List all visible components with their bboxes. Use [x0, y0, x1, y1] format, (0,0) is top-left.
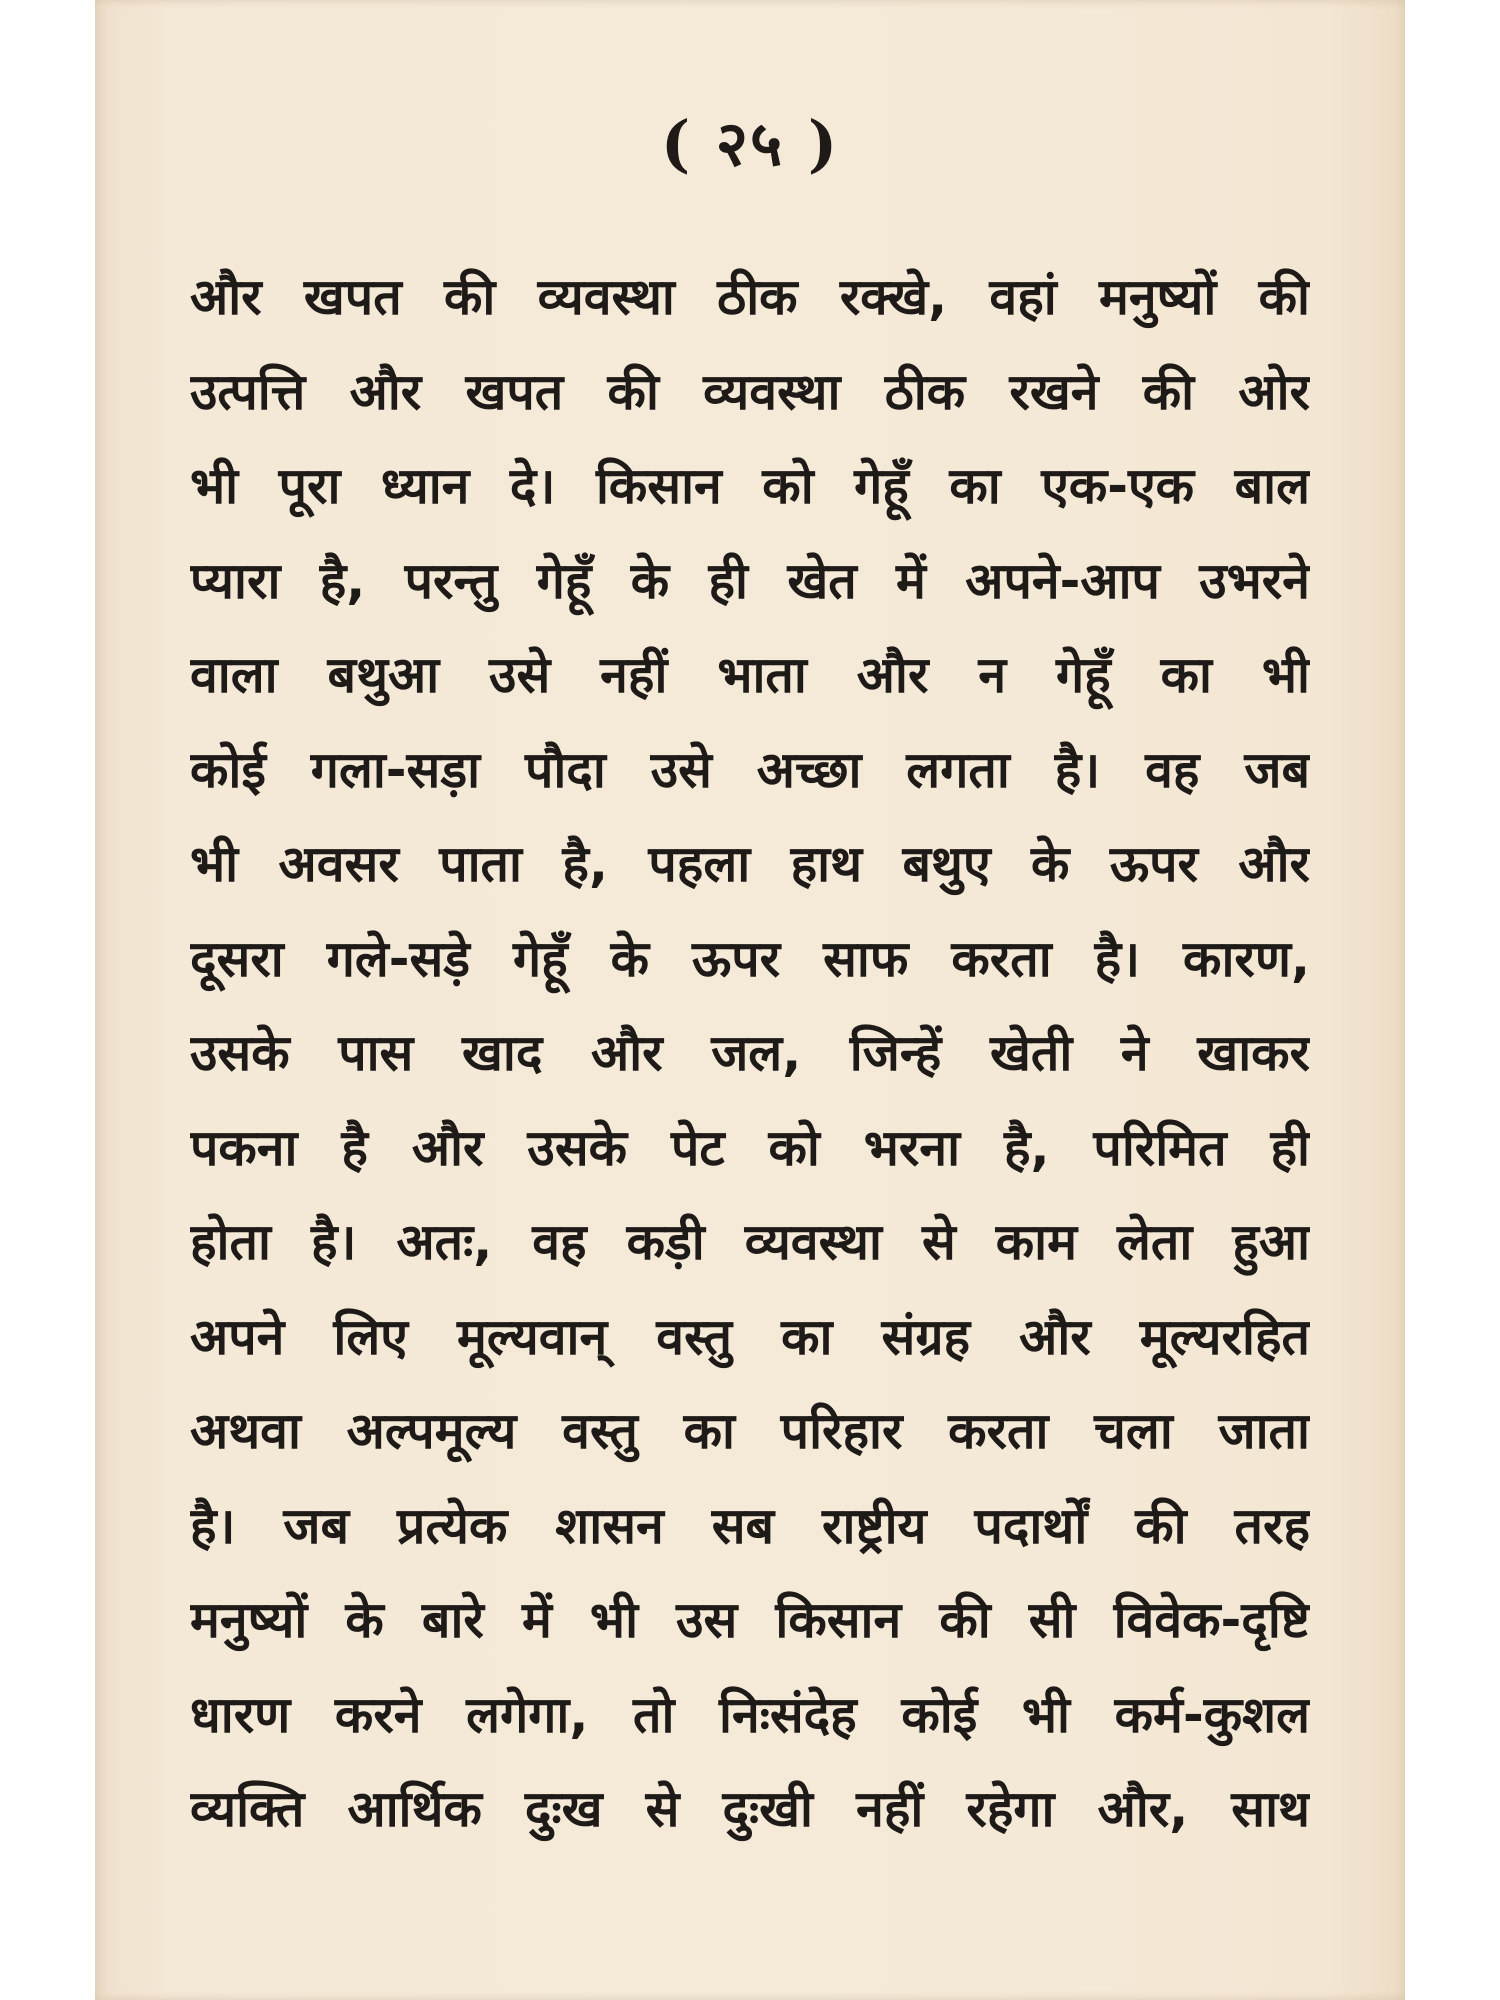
- page-number: ( २५ ): [660, 107, 840, 180]
- text-line-11: होता है। अतः, वह कड़ी व्यवस्था से काम लेता हुआ: [190, 1213, 1310, 1271]
- text-line-13: अथवा अल्पमूल्य वस्तु का परिहार करता चला जाता: [190, 1402, 1310, 1460]
- text-line-6: कोई गला-सड़ा पौदा उसे अच्छा लगता है। वह जब: [190, 740, 1310, 799]
- text-line-2: उत्पत्ति और खपत की व्यवस्था ठीक रखने की ओर: [190, 362, 1310, 421]
- text-line-8: दूसरा गले-सड़े गेहूँ के ऊपर साफ करता है। कारण,: [190, 929, 1310, 988]
- text-line-5: वाला बथुआ उसे नहीं भाता और न गेहूँ का भी: [190, 646, 1310, 704]
- body-text: [190, 250, 1310, 1857]
- text-line-3: भी पूरा ध्यान दे। किसान को गेहूँ का एक-एक बाल: [190, 457, 1310, 515]
- text-line-9: उसके पास खाद और जल, जिन्हें खेती ने खाकर: [190, 1024, 1310, 1082]
- text-line-15: मनुष्यों के बारे में भी उस किसान की सी विवेक-दृष्टि: [190, 1591, 1310, 1649]
- text-line-10: पकना है और उसके पेट को भरना है, परिमित ही: [190, 1118, 1310, 1177]
- text-line-17: व्यक्ति आर्थिक दुःख से दुःखी नहीं रहेगा और, साथ: [190, 1780, 1310, 1838]
- text-line-4: प्यारा है, परन्तु गेहूँ के ही खेत में अपने-आप उभरने: [190, 551, 1310, 610]
- text-line-12: अपने लिए मूल्यवान् वस्तु का संग्रह और मूल्यरहित: [190, 1307, 1310, 1366]
- text-line-7: भी अवसर पाता है, पहला हाथ बथुए के ऊपर और: [190, 835, 1310, 893]
- text-line-14: है। जब प्रत्येक शासन सब राष्ट्रीय पदार्थों की तरह: [190, 1496, 1310, 1555]
- text-line-1: और खपत की व्यवस्था ठीक रक्खे, वहां मनुष्यों की: [190, 268, 1310, 326]
- text-line-16: धारण करने लगेगा, तो निःसंदेह कोई भी कर्म-कुशल: [190, 1685, 1310, 1744]
